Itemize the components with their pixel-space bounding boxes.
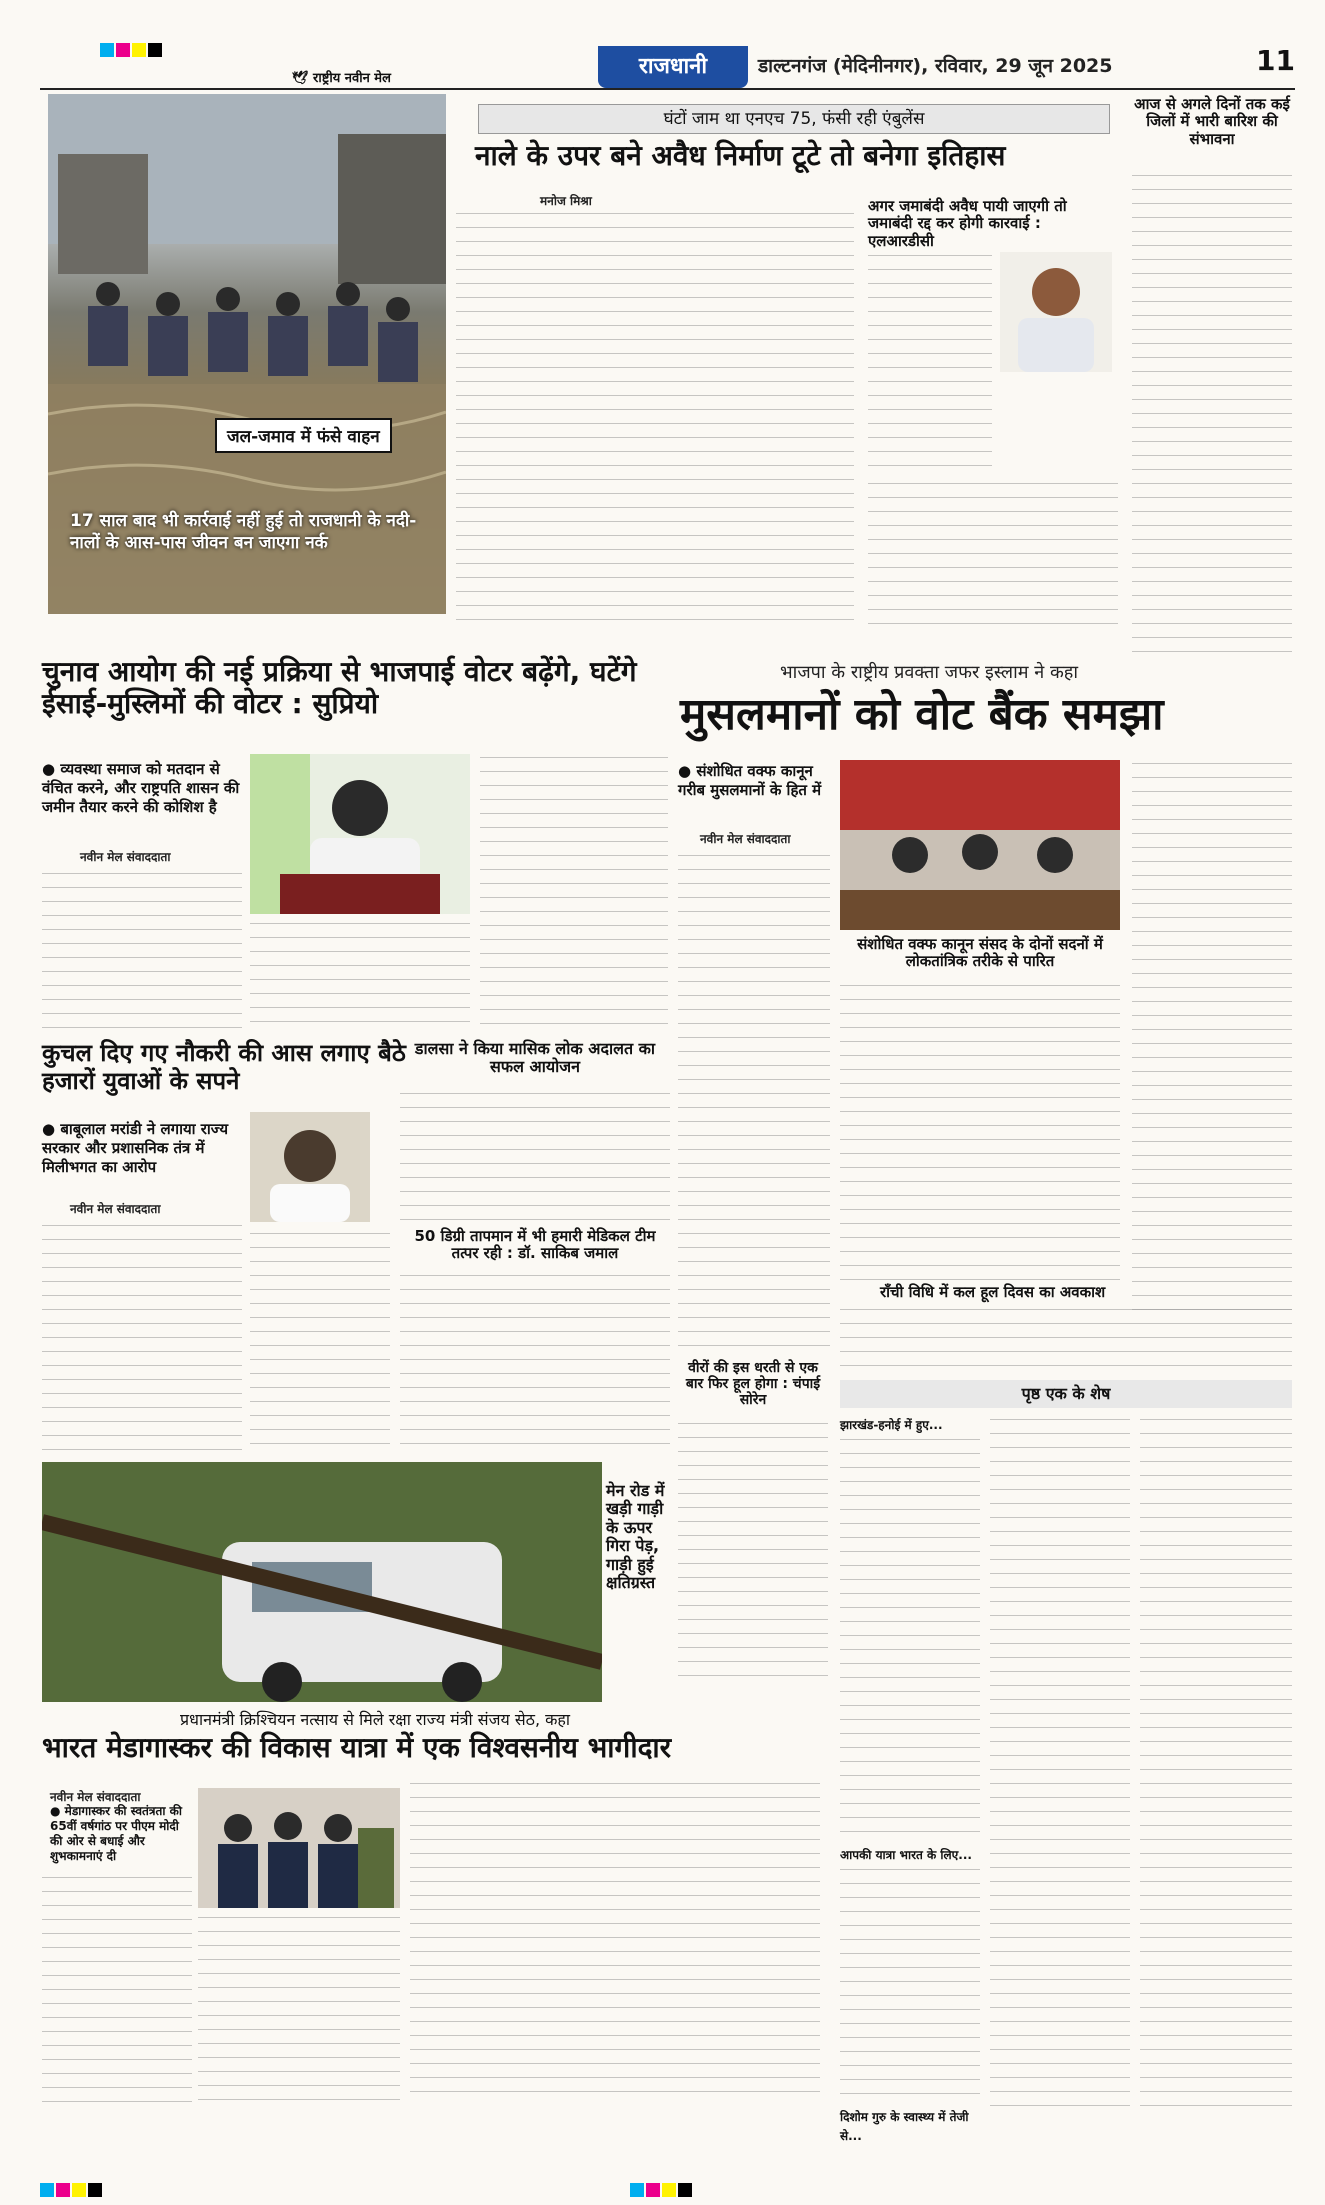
bjp-press-photo <box>840 760 1120 930</box>
bjp-body-3 <box>1132 760 1292 1320</box>
bjp-byline: नवीन मेल संवाददाता <box>700 832 791 846</box>
jobs-byline: नवीन मेल संवाददाता <box>70 1202 161 1216</box>
bjp-bullet: ● संशोधित वक्फ कानून गरीब मुसलमानों के हित में <box>678 762 822 799</box>
bjp-subheadline: संशोधित वक्फ कानून संसद के दोनों सदनों में लोकतांत्रिक तरीके से पारित <box>857 935 1103 971</box>
madagascar-bullet: ● मेडागास्कर की स्वतंत्रता की 65वीं वर्षगांठ पर पीएम मोदी की ओर से बधाई और शुभकामनाएं दी <box>50 1804 182 1863</box>
madagascar-body-3 <box>410 1780 820 2105</box>
dateline: डाल्टनगंज (मेदिनीनगर), रविवार, 29 जून 2025 <box>758 55 1113 77</box>
section-tab: राजधानी <box>598 46 748 88</box>
election-body-1 <box>42 870 242 1030</box>
bullet-icon: ● <box>50 1804 61 1818</box>
top-reg-marks <box>100 42 164 61</box>
tree-caption: मेन रोड में खड़ी गाड़ी के ऊपर गिरा पेड़, गाड़ी हुई क्षतिग्रस्त <box>606 1481 665 1592</box>
weather-body <box>1132 172 1292 652</box>
hul-date-headline: राँची विधि में कल हूल दिवस का अवकाश <box>880 1283 1106 1301</box>
bird-logo-icon: 🕊 <box>292 71 309 86</box>
flood-body-3 <box>868 480 1118 630</box>
lrdc-portrait <box>1000 252 1112 372</box>
heat-body <box>400 1272 670 1452</box>
continued-body-1 <box>840 1436 980 1836</box>
bjp-body-1 <box>678 852 830 1352</box>
marandi-photo <box>250 1112 370 1222</box>
madagascar-body-2 <box>198 1914 400 2104</box>
election-headline: चुनाव आयोग की नई प्रक्रिया से भाजपाई वोटर बढ़ेंगे, घटेंगे ईसाई-मुस्लिमों की वोटर : सुप्रियो <box>42 655 637 721</box>
madagascar-byline: नवीन मेल संवाददाता <box>50 1790 141 1804</box>
hul-headline: वीरों की इस धरती से एक बार फिर हूल होगा : चंपाई सोरेन <box>685 1360 821 1409</box>
brand-label: 🕊 राष्ट्रीय नवीन मेल <box>292 71 391 86</box>
jobs-bullet: ● बाबूलाल मरांडी ने लगाया राज्य सरकार और प्रशासनिक तंत्र में मिलीभगत का आरोप <box>42 1120 229 1176</box>
continued-item-2: आपकी यात्रा भारत के लिए... <box>840 1848 972 1862</box>
dalsa-body <box>400 1090 670 1220</box>
hul-date-body <box>840 1306 1292 1366</box>
weather-headline: आज से अगले दिनों तक कई जिलों में भारी बारिश की संभावना <box>1134 95 1290 148</box>
madagascar-photo <box>198 1788 400 1908</box>
flood-photo-block <box>40 60 458 620</box>
hul-body-2 <box>840 1150 1120 1280</box>
continued-item-1: झारखंड-हनोई में हुए... <box>840 1418 943 1432</box>
jobs-body-1 <box>42 1222 242 1452</box>
bjp-kicker: भाजपा के राष्ट्रीय प्रवक्ता जफर इस्लाम ने कहा <box>780 662 1078 683</box>
election-body-2 <box>250 920 470 1030</box>
supriyo-photo <box>250 754 470 914</box>
continued-body-4 <box>1140 1416 1292 2116</box>
flood-kicker: घंटों जाम था एनएच 75, फंसी रही एंबुलेंस <box>478 104 1110 134</box>
flood-subheadline: अगर जमाबंदी अवैध पायी जाएगी तो जमाबंदी रद्द कर होगी कारवाई : एलआरडीसी <box>868 197 1067 250</box>
election-bullet: ● व्यवस्था समाज को मतदान से वंचित करने, और राष्ट्रपति शासन की जमीन तैयार करने की कोशिश है <box>42 760 240 816</box>
continued-item-3: दिशोम गुरु के स्वास्थ्य में तेजी से... <box>840 2110 969 2143</box>
tree-photo <box>42 1462 602 1702</box>
continued-band: पृष्ठ एक के शेष <box>840 1380 1292 1408</box>
bullet-icon: ● <box>42 760 56 778</box>
bottom-reg-marks-center <box>630 2182 694 2201</box>
jobs-headline: कुचल दिए गए नौकरी की आस लगाए बैठे हजारों युवाओं के सपने <box>42 1039 406 1095</box>
madagascar-body-1 <box>42 1874 192 2104</box>
madagascar-kicker: प्रधानमंत्री क्रिश्चियन नत्साय से मिले रक्षा राज्य मंत्री संजय सेठ, कहा <box>180 1710 571 1729</box>
continued-body-3 <box>990 1416 1130 2116</box>
bullet-icon: ● <box>42 1120 56 1138</box>
dalsa-headline: डालसा ने किया मासिक लोक अदालत का सफल आयोजन <box>414 1039 656 1077</box>
election-byline: नवीन मेल संवाददाता <box>80 850 171 864</box>
flood-body-2 <box>868 252 992 472</box>
jobs-body-2 <box>250 1230 390 1450</box>
heat-headline: 50 डिग्री तापमान में भी हमारी मेडिकल टीम तत्पर रही : डॉ. साकिब जमाल <box>414 1227 656 1263</box>
hul-body-1 <box>678 1420 828 1680</box>
bottom-reg-marks <box>40 2182 104 2201</box>
bullet-icon: ● <box>678 762 692 780</box>
bjp-headline: मुसलमानों को वोट बैंक समझा <box>680 689 1164 740</box>
flood-byline: मनोज मिश्रा <box>540 194 592 208</box>
election-body-3 <box>480 754 668 1030</box>
page-number: 11 <box>1256 44 1295 77</box>
flood-body-1 <box>456 210 854 630</box>
flood-photo-subcaption: 17 साल बाद भी कार्रवाई नहीं हुई तो राजधानी के नदी-नालों के आस-पास जीवन बन जाएगा नर्क <box>70 511 417 553</box>
madagascar-headline: भारत मेडागास्कर की विकास यात्रा में एक विश्वसनीय भागीदार <box>42 1731 672 1764</box>
flood-headline: नाले के उपर बने अवैध निर्माण टूटे तो बनेगा इतिहास <box>475 139 1006 172</box>
continued-body-2 <box>840 1866 980 2106</box>
flood-photo-caption: जल-जमाव में फंसे वाहन <box>215 418 392 453</box>
bjp-body-2 <box>840 982 1120 1142</box>
